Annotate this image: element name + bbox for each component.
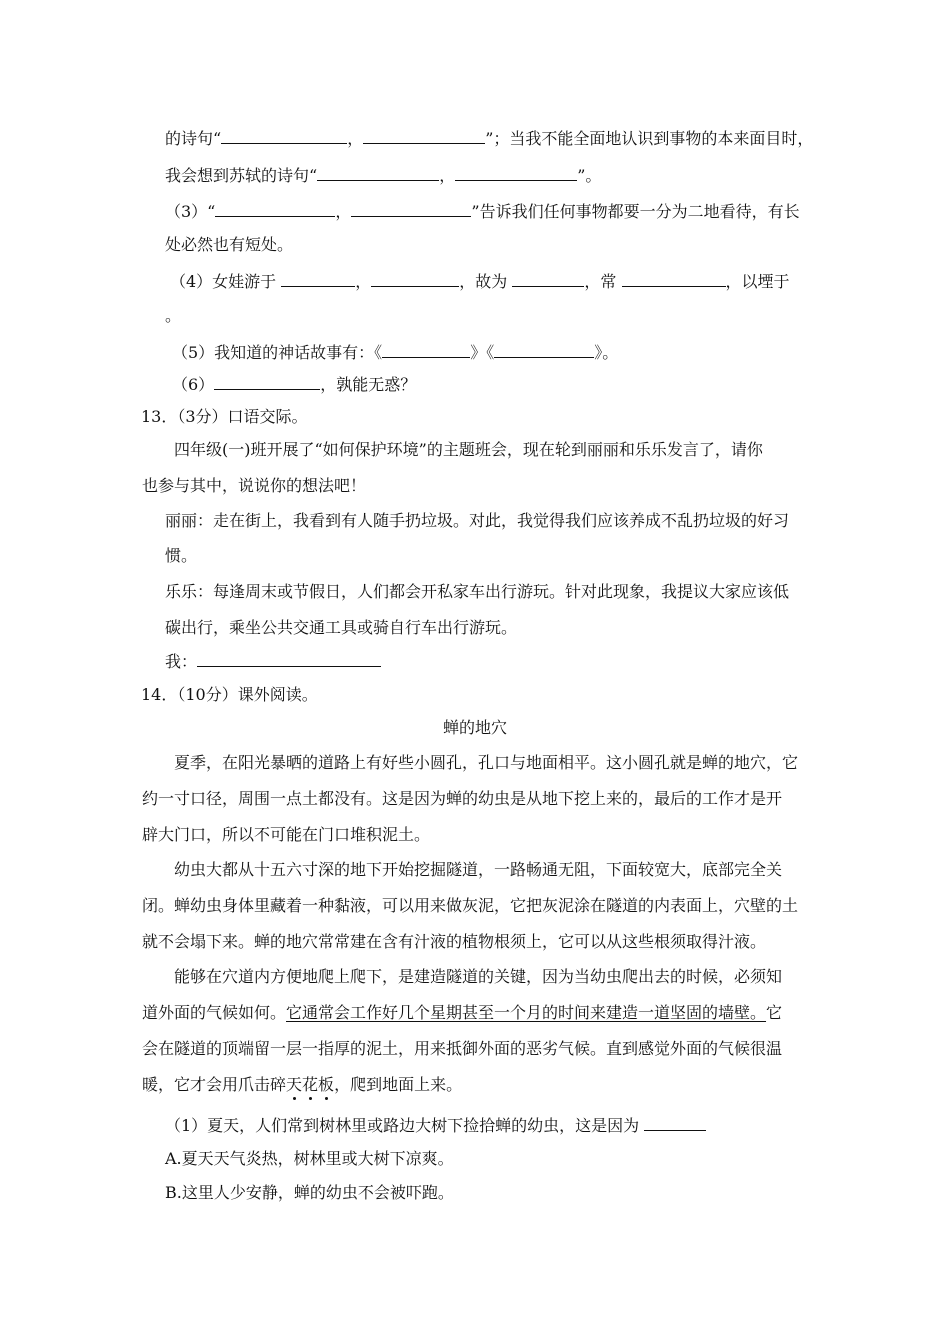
text: ， bbox=[335, 202, 352, 221]
text: ，以堙于 bbox=[725, 272, 790, 291]
article-title: 蝉的地穴 bbox=[442, 718, 507, 737]
q12-4-line bbox=[170, 269, 790, 291]
answer-blank[interactable] bbox=[455, 163, 577, 181]
answer-blank[interactable] bbox=[371, 269, 459, 287]
text: ，孰能无惑？ bbox=[320, 375, 417, 394]
answer-blank[interactable] bbox=[363, 126, 485, 144]
answer-blank[interactable] bbox=[214, 372, 320, 390]
q14-heading: 14．（10分）课外阅读。 bbox=[141, 685, 318, 704]
paragraph-2-line-1: 幼虫大都从十五六寸深的地下开始挖掘隧道，一路畅通无阻，下面较宽大，底部完全关 bbox=[174, 860, 783, 879]
answer-blank[interactable] bbox=[622, 269, 726, 287]
q12-4-end: 。 bbox=[165, 306, 182, 325]
q13-lili-1: 丽丽：走在街上，我看到有人随手扔垃圾。对此，我觉得我们应该养成不乱扔垃圾的好习 bbox=[165, 511, 790, 530]
paragraph-1-line-2: 约一寸口径，周围一点土都没有。这是因为蝉的幼虫是从地下挖上来的，最后的工作才是开 bbox=[142, 789, 783, 808]
answer-blank[interactable] bbox=[382, 340, 470, 358]
answer-blank[interactable] bbox=[512, 269, 584, 287]
text: ， bbox=[347, 129, 364, 148]
underlined-sentence: 它通常会工作好几个星期甚至一个月的时间来建造一道坚固的墙壁。 bbox=[286, 1003, 767, 1022]
paragraph-3-line-3: 会在隧道的顶端留一层一指厚的泥土，用来抵御外面的恶劣气候。直到感觉外面的气候很温 bbox=[142, 1039, 783, 1058]
paragraph-3-line-1: 能够在穴道内方便地爬上爬下，是建造隧道的关键，因为当幼虫爬出去的时候，必须知 bbox=[174, 967, 783, 986]
text: ”。 bbox=[577, 166, 602, 185]
text: 我会想到苏轼的诗句“ bbox=[165, 166, 318, 185]
answer-blank[interactable] bbox=[221, 126, 347, 144]
answer-blank[interactable] bbox=[494, 340, 594, 358]
text: 它 bbox=[766, 1003, 783, 1022]
text: （5）我知道的神话故事有：《 bbox=[172, 343, 383, 362]
option-a[interactable]: A.夏天天气炎热，树林里或大树下凉爽。 bbox=[165, 1149, 454, 1168]
q13-me-line bbox=[165, 649, 381, 671]
answer-blank[interactable] bbox=[317, 163, 439, 181]
answer-blank[interactable] bbox=[644, 1113, 706, 1131]
text: 暖，它才会用爪击碎 bbox=[142, 1075, 287, 1094]
text: ”告诉我们任何事物都要一分为二地看待，有长 bbox=[471, 202, 800, 221]
text: （1）夏天，人们常到树林里或路边大树下捡拾蝉的幼虫，这是因为 bbox=[165, 1116, 640, 1135]
text: 》。 bbox=[594, 343, 619, 362]
text: ，常 bbox=[584, 272, 617, 291]
answer-blank[interactable] bbox=[351, 199, 471, 217]
q13-heading: 13．（3分）口语交际。 bbox=[141, 407, 308, 426]
sub-question-1 bbox=[165, 1113, 706, 1135]
text: ”；当我不能全面地认识到事物的本来面目时， bbox=[485, 129, 814, 148]
paragraph-2-line-3: 就不会塌下来。蝉的地穴常常建在含有汁液的植物根须上，它可以从这些根须取得汁液。 bbox=[142, 932, 767, 951]
answer-blank[interactable] bbox=[215, 199, 335, 217]
q12-3-line bbox=[165, 199, 800, 221]
q12-6-line bbox=[172, 372, 416, 394]
q13-lele-2: 碳出行，乘坐公共交通工具或骑自行车出行游玩。 bbox=[165, 618, 518, 637]
emphasis-char: 板 bbox=[318, 1075, 335, 1094]
text: ， bbox=[439, 166, 456, 185]
emphasis-char: 花 bbox=[302, 1075, 319, 1094]
paragraph-3-line-4 bbox=[142, 1074, 462, 1096]
paragraph-3-line-2 bbox=[142, 1002, 782, 1024]
text: 》《 bbox=[470, 343, 495, 362]
text: （3）“ bbox=[165, 202, 216, 221]
text: ， bbox=[355, 272, 372, 291]
q12-line-2 bbox=[165, 163, 601, 185]
q13-lele-1: 乐乐：每逢周末或节假日，人们都会开私家车出行游玩。针对此现象，我提议大家应该低 bbox=[165, 582, 790, 601]
q13-intro-1: 四年级(一)班开展了“如何保护环境”的主题班会，现在轮到丽丽和乐乐发言了，请你 bbox=[174, 440, 763, 459]
paragraph-1-line-3: 辟大门口，所以不可能在门口堆积泥土。 bbox=[142, 825, 431, 844]
q13-intro-2: 也参与其中，说说你的想法吧！ bbox=[142, 476, 367, 495]
paragraph-1-line-1: 夏季，在阳光暴晒的道路上有好些小圆孔，孔口与地面相平。这小圆孔就是蝉的地穴，它 bbox=[174, 753, 799, 772]
option-b[interactable]: B.这里人少安静，蝉的幼虫不会被吓跑。 bbox=[165, 1183, 454, 1202]
answer-blank[interactable] bbox=[281, 269, 355, 287]
paragraph-2-line-2: 闭。蝉幼虫身体里藏着一种黏液，可以用来做灰泥，它把灰泥涂在隧道的内表面上，穴壁的土 bbox=[142, 896, 799, 915]
text: （6） bbox=[172, 375, 215, 394]
text: 的诗句“ bbox=[165, 129, 222, 148]
text: （4）女娃游于 bbox=[170, 272, 277, 291]
q12-3-cont: 处必然也有短处。 bbox=[165, 235, 294, 254]
text: 我： bbox=[165, 652, 198, 671]
q13-lili-2: 惯。 bbox=[165, 546, 198, 565]
answer-blank[interactable] bbox=[197, 649, 381, 667]
emphasis-char: 天 bbox=[286, 1075, 303, 1094]
text: 道外面的气候如何。 bbox=[142, 1003, 287, 1022]
q12-5-line bbox=[172, 340, 618, 362]
text: ，故为 bbox=[459, 272, 508, 291]
q12-line-1 bbox=[165, 126, 813, 148]
text: ，爬到地面上来。 bbox=[334, 1075, 463, 1094]
